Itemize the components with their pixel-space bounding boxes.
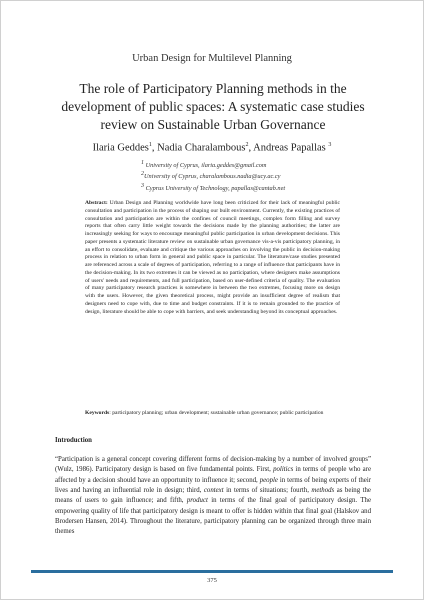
author-superscript: 2 [245, 142, 249, 148]
affiliation-line [141, 170, 341, 181]
affiliation-superscript: 1 [141, 160, 144, 166]
body-italic-term: people [259, 476, 278, 484]
affiliation-line [141, 182, 341, 193]
body-italic-term: methods [311, 487, 335, 495]
abstract-block [85, 200, 340, 316]
author-list [1, 142, 423, 154]
keywords-label: Keywords [85, 410, 110, 416]
body-italic-term: product [186, 497, 208, 505]
abstract-label: Abstract: [85, 200, 108, 206]
affiliation-superscript: 2 [141, 171, 144, 178]
keywords-block [85, 410, 340, 418]
keywords-text: : participatory planning; urban development; sustainable urban governance; public participation [109, 410, 324, 416]
body-text-run: in terms of the final goal of participatory design. The empowering quality of life that participatory design is meant to offer is hidden within that final goal (Halskov and Brodersen Hansen, 2014). Throughout the literature, participatory planning can be organized through three main themes [55, 497, 371, 536]
affiliation-text: Cyprus University of Technology, papallas@cantab.net [144, 184, 286, 192]
author-superscript: 1 [148, 142, 152, 148]
body-text-run: as being the means of users to gain influence; and fifth, [55, 487, 371, 505]
abstract-text: Urban Design and Planning worldwide have long been criticized for their lack of meaningful public consultation and participation in the process of shaping our built environment. Currently, the existing practices of consultation and participation are within the confines of council meetings, complex form filling and survey reports that often carry little weight towards the decisions made by the planning authorities; the latter are increasingly seeking for ways to encourage meaningful public participation in urban development decisions. This paper presents a systematic literature review on sustainable urban governance vis-a-vis participatory planning, in an effort to consolidate, evaluate and critique the various approaches on involving the public in decision-making process in relation to urban form in general and public space in particular. The literature/case studies presented are referenced across a scale of degrees of participation, referring to a range of influence that participants have in the decision-making. In its two extremes it can be viewed as no participation, where designers make assumptions of users' needs and requirements, and full participation, based on user-defined criteria of quality. The evaluation of many participatory research practices is somewhere in between the two extremes, focusing more on design with the users. However, the given theoretical process, might provide an insufficient degree of realism that designers need to cope with, due to time and budget constraints. If it is to remain grounded to the practice of design, literature should be able to cope with barriers, and seek understanding beyond its conceptual approaches. [85, 200, 340, 315]
conference-header: Urban Design for Multilevel Planning [132, 53, 292, 64]
section-heading-introduction: Introduction [55, 437, 92, 444]
body-text-run: in terms of situations; fourth, [223, 487, 312, 495]
author-name: Ilaria Geddes [92, 142, 149, 154]
body-italic-term: politics [273, 466, 294, 474]
affiliation-line [141, 159, 341, 170]
body-text-run: in terms of being experts of their lives and having an influential role in design; third, [55, 476, 371, 495]
introduction-paragraph [55, 455, 371, 557]
affiliation-superscript: 3 [141, 182, 144, 189]
page-number: 375 [207, 577, 217, 584]
author-name: Nadia Charalambous [157, 142, 246, 154]
author-name: Andreas Papallas [253, 142, 329, 154]
author-separator: , [151, 142, 158, 154]
affiliation-text: University of Cyprus, charalambous.nadia@ucy.ac.cy [144, 173, 281, 181]
affiliations [141, 159, 341, 193]
author-superscript: 3 [328, 142, 332, 148]
body-italic-term: context [203, 487, 224, 495]
paper-title: The role of Participatory Planning methods in the development of public spaces: A systematic case studies review on Sustainable Urban Governance [61, 81, 365, 132]
author-separator: , [248, 142, 254, 154]
body-text-run: “Participation is a general concept covering different forms of decision-making by a number of involved groups” (Wulz, 1986). Participatory design is based on five fundamental points. First, [55, 456, 371, 474]
footer-bar [31, 570, 393, 573]
body-text-run: in terms of people who are affected by a decision should have an opportunity to influence it; second, [55, 466, 371, 484]
affiliation-text: University of Cyprus, ilaria.geddes@gmail.com [144, 162, 267, 170]
